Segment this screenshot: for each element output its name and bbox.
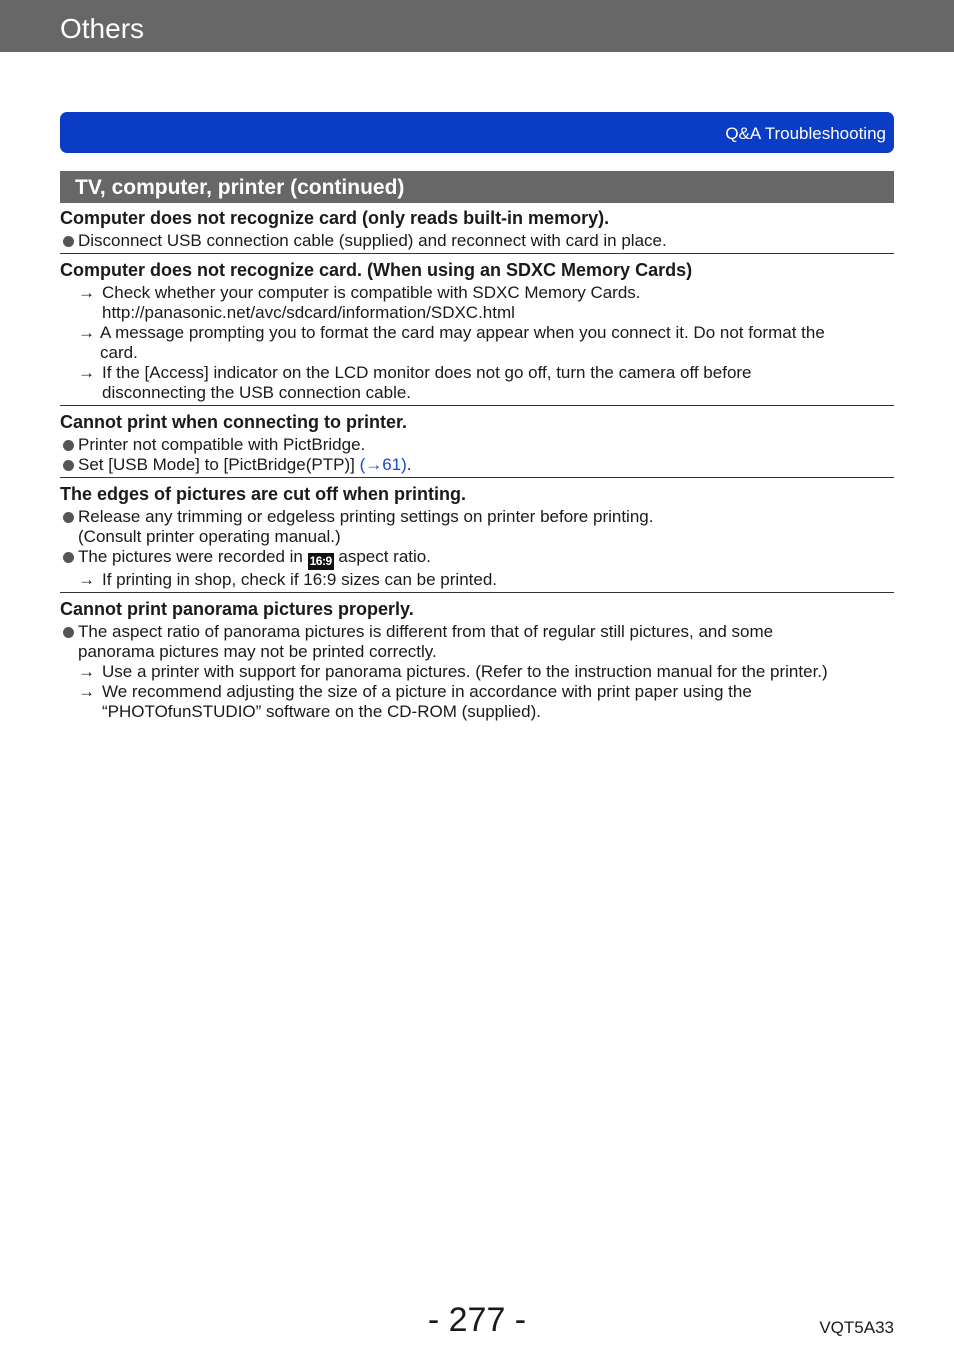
answer-text: We recommend adjusting the size of a picture in accordance with print paper using the	[102, 682, 752, 701]
arrow-icon: →	[78, 283, 95, 302]
question: Computer does not recognize card (only reads built-in memory).	[60, 208, 610, 228]
answer-text: aspect ratio.	[338, 547, 431, 566]
answer-arrow	[60, 363, 894, 383]
breadcrumb[interactable]: Q&A Troubleshooting	[725, 124, 886, 143]
answer-text-cont: “PHOTOfunSTUDIO” software on the CD-ROM (supplied).	[102, 702, 541, 721]
section-header	[60, 171, 894, 203]
answer-bullet	[60, 547, 894, 570]
answer-arrow	[60, 323, 894, 343]
arrow-icon: →	[78, 323, 95, 342]
answer-bullet	[60, 435, 894, 455]
header-bar	[0, 0, 954, 52]
answer-bullet	[60, 622, 894, 642]
answer-text-cont: card.	[100, 343, 138, 362]
page-number: - 277 -	[427, 1301, 527, 1339]
aspect-ratio-16-9-icon: 16:9	[309, 554, 332, 568]
answer-bullet	[60, 507, 894, 527]
sdxc-url[interactable]: http://panasonic.net/avc/sdcard/information/SDXC.html	[102, 303, 515, 322]
answer-arrow	[60, 570, 894, 590]
breadcrumb-bar	[60, 112, 894, 153]
bullet-icon	[63, 440, 74, 451]
qa-item	[60, 483, 894, 593]
answer-arrow	[60, 283, 894, 303]
arrow-icon: →	[78, 570, 95, 589]
qa-list	[60, 207, 894, 729]
answer-arrow	[60, 662, 894, 682]
answer-arrow	[60, 682, 894, 702]
answer-text-cont: panorama pictures may not be printed correctly.	[78, 642, 437, 661]
answer-text: Set [USB Mode] to [PictBridge(PTP)]	[78, 455, 355, 474]
qa-item	[60, 598, 894, 724]
page-reference-link[interactable]: (→61)	[359, 455, 407, 474]
answer-text: Use a printer with support for panorama pictures. (Refer to the instruction manual for the printer.)	[102, 662, 828, 681]
qa-item	[60, 259, 894, 406]
question: Computer does not recognize card. (When using an SDXC Memory Cards)	[60, 260, 693, 280]
bullet-icon	[63, 512, 74, 523]
answer-text: Disconnect USB connection cable (supplied) and reconnect with card in place.	[78, 231, 667, 250]
answer-bullet	[60, 455, 894, 475]
chapter-title: Others	[60, 13, 145, 44]
section-title: TV, computer, printer (continued)	[75, 176, 405, 199]
question: The edges of pictures are cut off when printing.	[60, 484, 467, 504]
model-code: VQT5A33	[819, 1318, 894, 1337]
qa-item	[60, 207, 894, 254]
answer-text: The aspect ratio of panorama pictures is different from that of regular still pictures, and some	[78, 622, 774, 641]
answer-text-cont: (Consult printer operating manual.)	[78, 527, 341, 546]
arrow-icon: →	[78, 363, 95, 382]
answer-text-cont: disconnecting the USB connection cable.	[102, 383, 412, 402]
answer-text: A message prompting you to format the card may appear when you connect it. Do not format the	[100, 323, 825, 342]
bullet-icon	[63, 460, 74, 471]
bullet-icon	[63, 627, 74, 638]
question: Cannot print panorama pictures properly.	[60, 599, 414, 619]
answer-text: The pictures were recorded in	[78, 547, 303, 566]
answer-text-end: .	[406, 455, 412, 474]
arrow-icon: →	[78, 662, 95, 681]
answer-text: If the [Access] indicator on the LCD monitor does not go off, turn the camera off before	[102, 363, 752, 382]
answer-text: If printing in shop, check if 16:9 sizes can be printed.	[102, 570, 498, 589]
answer-text: Check whether your computer is compatible with SDXC Memory Cards.	[102, 283, 641, 302]
answer-text: Printer not compatible with PictBridge.	[78, 435, 366, 454]
arrow-icon: →	[78, 682, 95, 701]
answer-text: Release any trimming or edgeless printing settings on printer before printing.	[78, 507, 654, 526]
answer-bullet	[60, 231, 894, 251]
bullet-icon	[63, 236, 74, 247]
question: Cannot print when connecting to printer.	[60, 412, 407, 432]
bullet-icon	[63, 552, 74, 563]
qa-item	[60, 411, 894, 478]
